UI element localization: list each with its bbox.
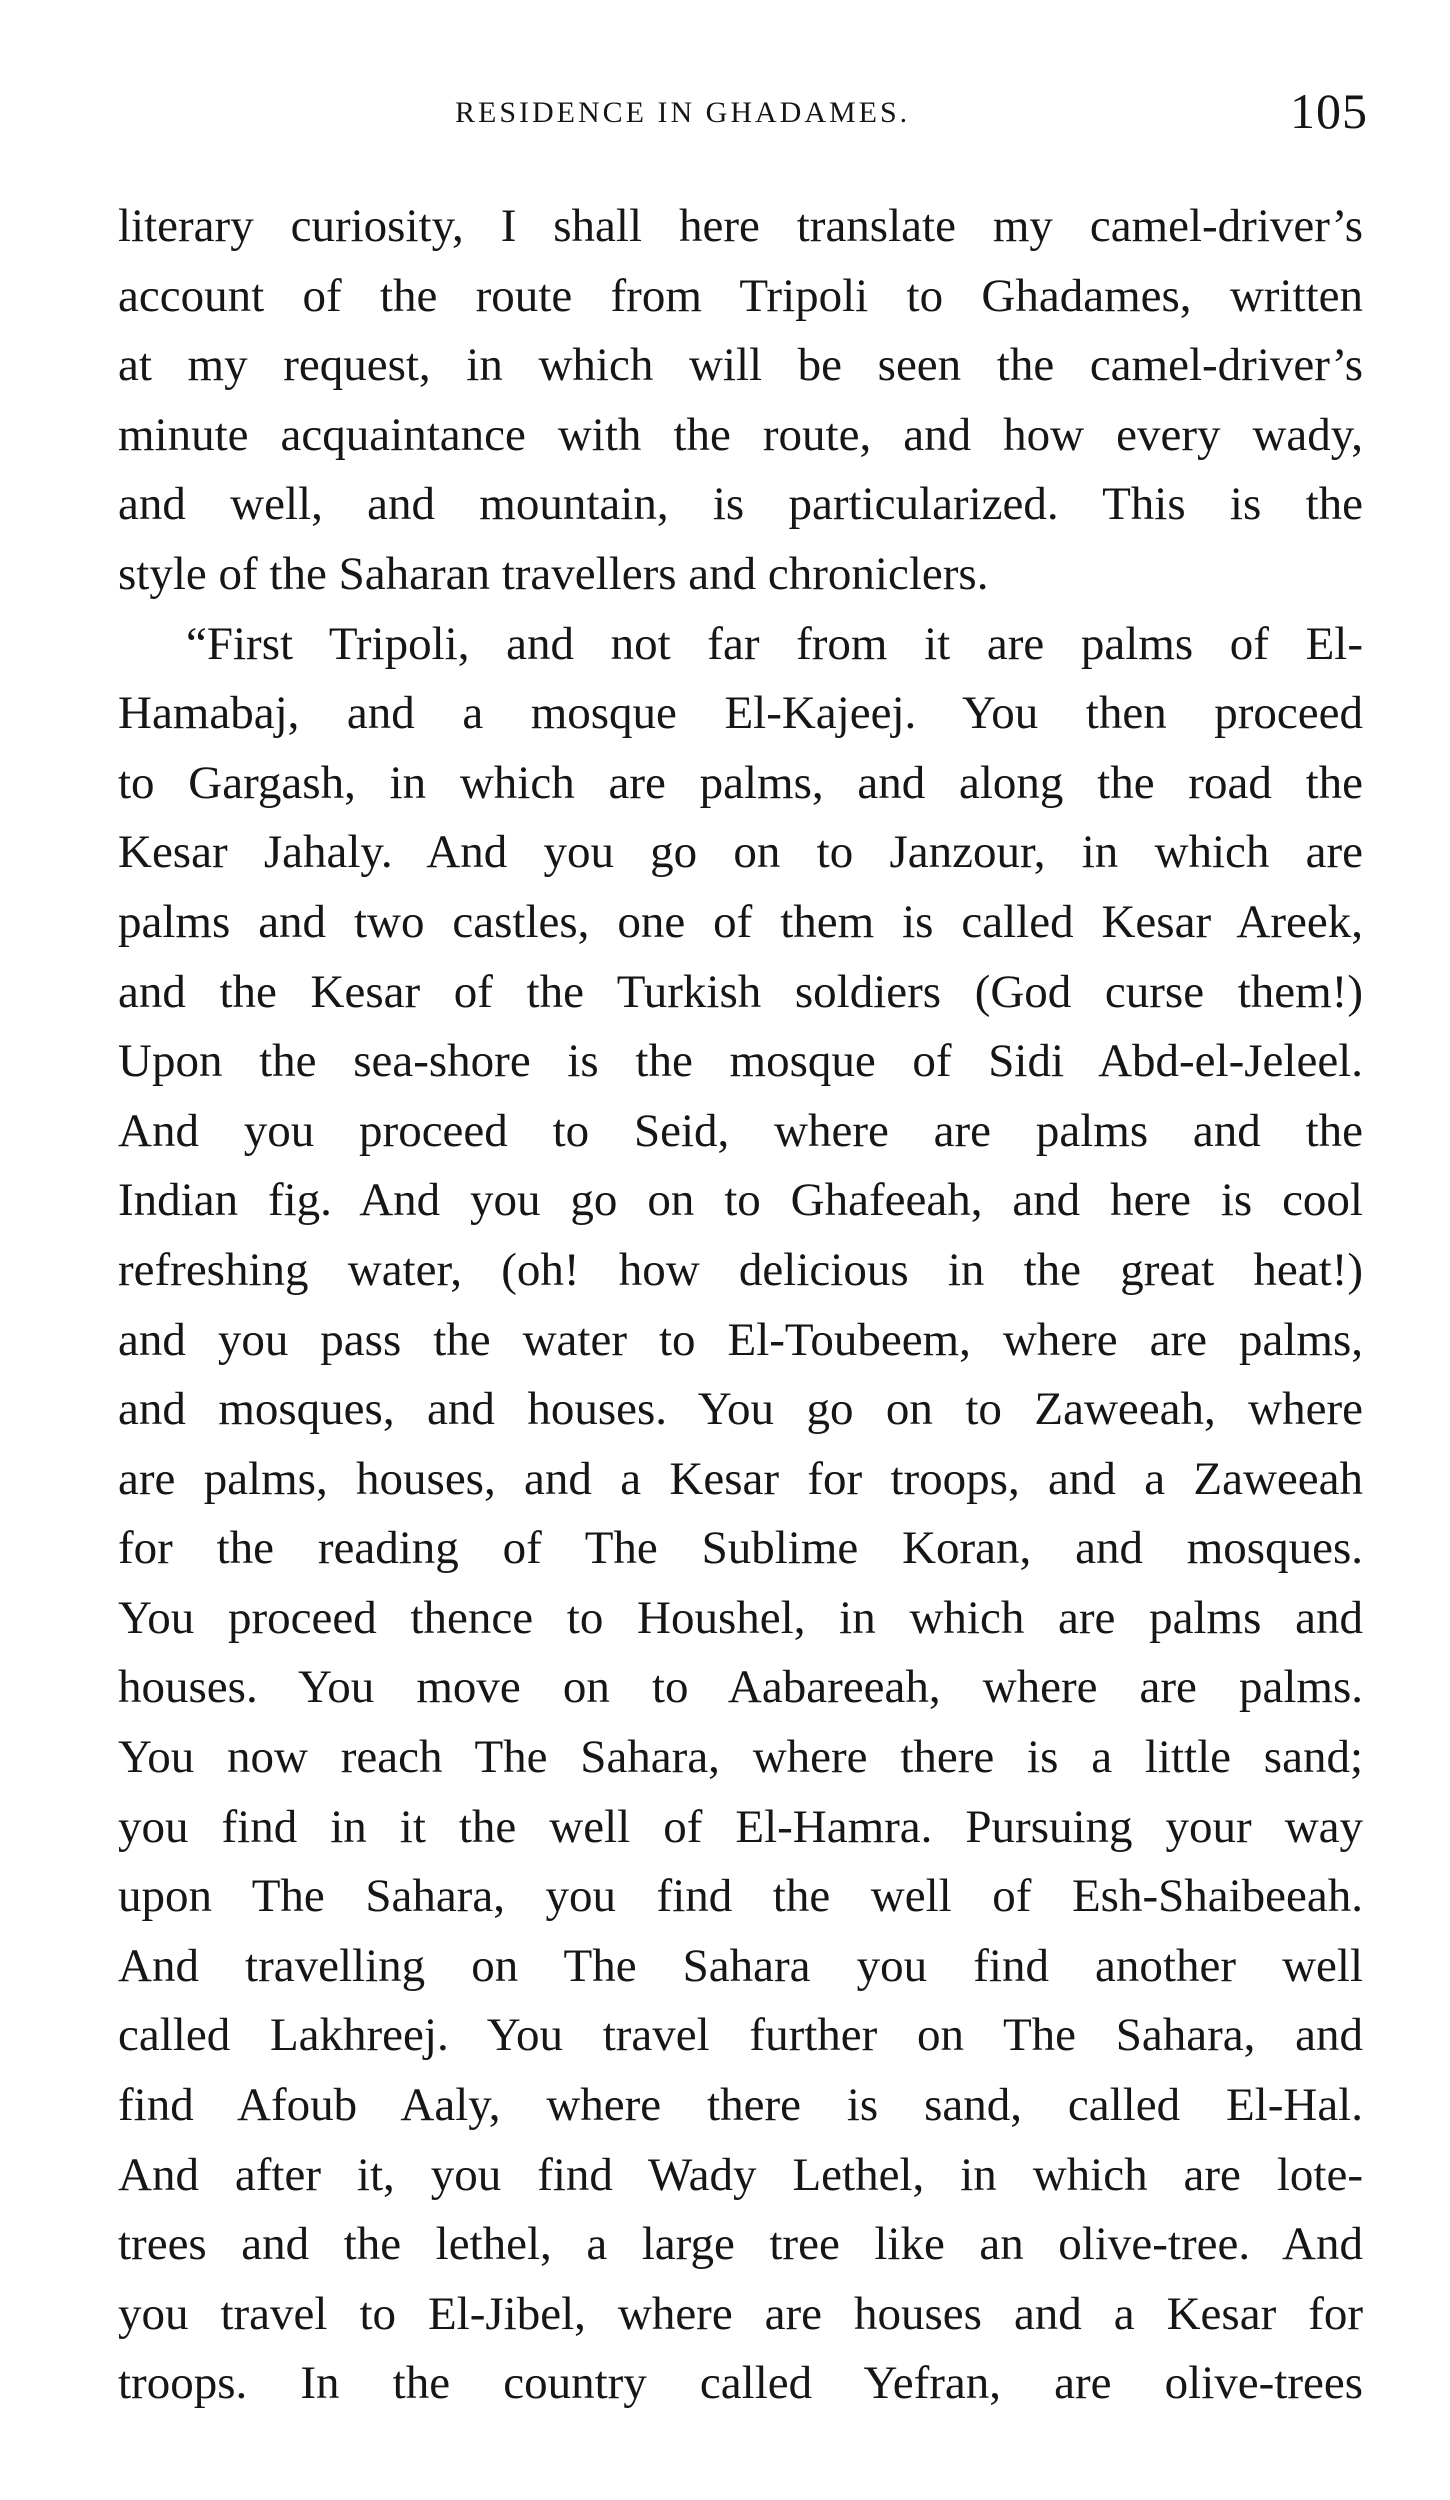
text-line: Hamabaj, and a mosque El-Kajeej. You then proceed <box>118 687 1363 740</box>
text-line: you find in it the well of El-Hamra. Pursuing your way <box>118 1800 1363 1853</box>
text-line: And after it, you find Wady Lethel, in which are lote- <box>118 2148 1363 2201</box>
text-line: You proceed thence to Houshel, in which are palms and <box>118 1591 1363 1644</box>
paragraph <box>118 610 1363 2419</box>
running-title: RESIDENCE IN GHADAMES. <box>455 96 911 129</box>
running-header <box>0 82 1450 142</box>
text-line: account of the route from Tripoli to Ghadames, written <box>118 269 1363 322</box>
text-line: refreshing water, (oh! how delicious in the great heat!) <box>118 1243 1363 1296</box>
text-line: find Afoub Aaly, where there is sand, called El-Hal. <box>118 2079 1363 2132</box>
text-line: literary curiosity, I shall here translate my camel-driver’s <box>118 200 1363 252</box>
body-text <box>118 192 1363 2419</box>
text-line: and mosques, and houses. You go on to Zaweeah, where <box>118 1383 1363 1436</box>
text-line: troops. In the country called Yefran, are olive-trees <box>118 2357 1363 2410</box>
text-line: style of the Saharan travellers and chroniclers. <box>118 547 989 600</box>
text-line: palms and two castles, one of them is called Kesar Areek, <box>118 895 1363 948</box>
text-line: and well, and mountain, is particularized. This is the <box>118 478 1363 531</box>
text-line: Kesar Jahaly. And you go on to Janzour, in which are <box>118 826 1363 879</box>
text-line: are palms, houses, and a Kesar for troops, and a Zaweeah <box>118 1452 1363 1505</box>
text-line: And you proceed to Seid, where are palms and the <box>118 1104 1363 1157</box>
text-line: You now reach The Sahara, where there is a little sand; <box>118 1731 1363 1784</box>
text-line: and the Kesar of the Turkish soldiers (God curse them!) <box>118 965 1363 1018</box>
text-line: trees and the lethel, a large tree like an olive-tree. And <box>118 2218 1363 2271</box>
text-line: called Lakhreej. You travel further on The Sahara, and <box>118 2009 1363 2062</box>
text-line: and you pass the water to El-Toubeem, where are palms, <box>118 1313 1363 1366</box>
page-number: 105 <box>1290 83 1368 139</box>
text-line: to Gargash, in which are palms, and along the road the <box>118 756 1363 809</box>
text-line: houses. You move on to Aabareeah, where are palms. <box>118 1661 1363 1714</box>
text-line: Upon the sea-shore is the mosque of Sidi Abd-el-Jeleel. <box>118 1035 1363 1088</box>
paragraph <box>118 192 1363 610</box>
text-line: at my request, in which will be seen the camel-driver’s <box>118 339 1363 392</box>
text-line: for the reading of The Sublime Koran, and mosques. <box>118 1522 1363 1575</box>
text-line: minute acquaintance with the route, and how every wady, <box>118 408 1363 461</box>
text-line: upon The Sahara, you find the well of Esh-Shaibeeah. <box>118 1870 1363 1923</box>
text-line: Indian fig. And you go on to Ghafeeah, and here is cool <box>118 1174 1363 1227</box>
text-line: “First Tripoli, and not far from it are palms of El- <box>186 617 1363 670</box>
text-line: you travel to El-Jibel, where are houses and a Kesar for <box>118 2287 1363 2340</box>
text-line: And travelling on The Sahara you find another well <box>118 1939 1363 1992</box>
